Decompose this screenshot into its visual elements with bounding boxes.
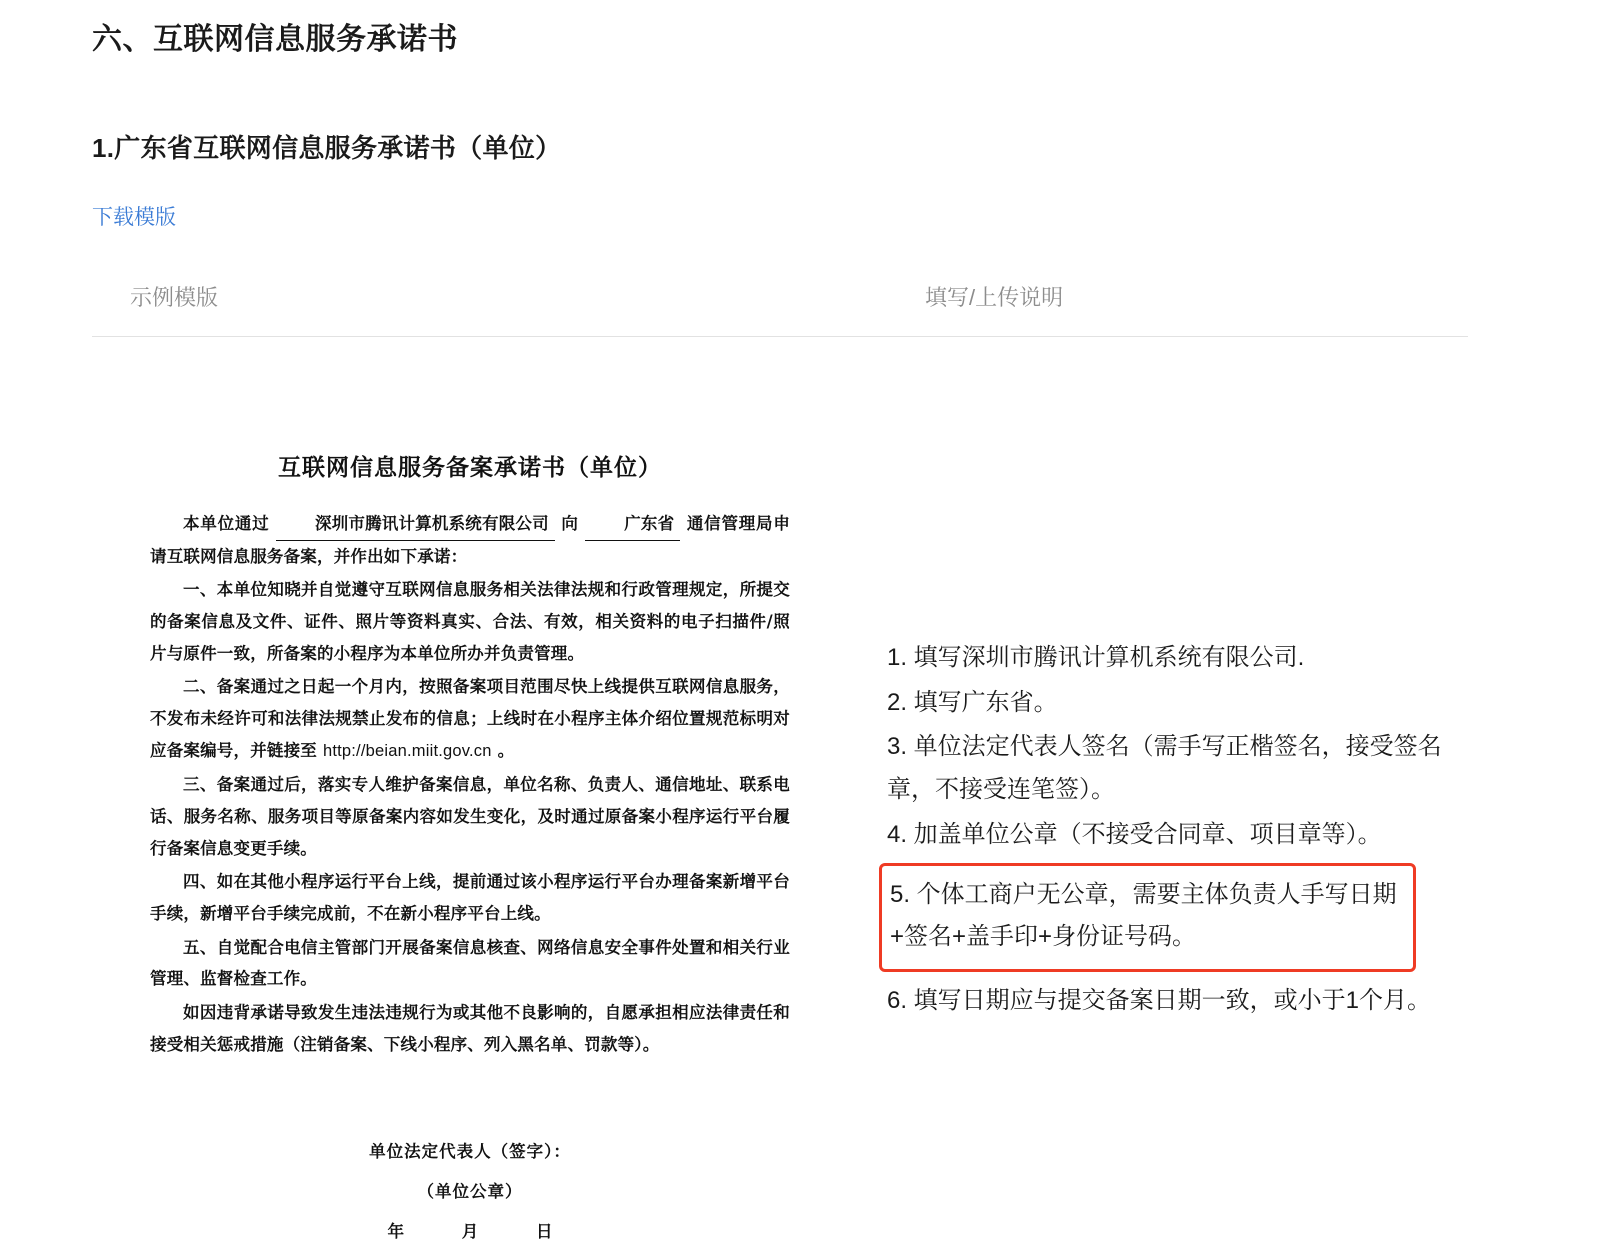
list-item: 6. 填写日期应与提交备案日期一致，或小于1个月。 — [887, 987, 1432, 1015]
instructions-list — [887, 637, 1447, 1023]
list-item: 4. 加盖单位公章（不接受合同章、项目章等）。 — [887, 820, 1382, 848]
column-header-example: 示例模版 — [130, 285, 219, 310]
intro-mid: 向 — [561, 514, 579, 533]
example-template-column — [92, 337, 887, 1251]
column-header-instructions: 填写/上传说明 — [925, 285, 1064, 310]
download-template-link[interactable]: 下载模版 — [92, 206, 176, 229]
document-signature-block — [150, 1132, 790, 1251]
list-item: 1. 填写深圳市腾讯计算机系统有限公司. — [887, 644, 1305, 671]
clause-2-url: http://beian.miit.gov.cn — [322, 741, 492, 760]
list-item: 3. 单位法定代表人签名（需手写正楷签名，接受签名章，不接受连笔签）。 — [887, 733, 1442, 804]
document-intro — [150, 508, 790, 572]
date-year-label: 年 — [387, 1221, 404, 1241]
document-date-line — [150, 1212, 790, 1251]
document-clause-2 — [150, 671, 790, 767]
intro-company-blank: 深圳市腾讯计算机系统有限公司 — [276, 508, 555, 541]
list-item: 2. 填写广东省。 — [887, 688, 1058, 716]
document-clause-3: 三、备案通过后，落实专人维护备案信息，单位名称、负责人、通信地址、联系电话、服务名称、服务项目等原备案内容如发生变化，及时通过原备案小程序运行平台履行备案信息变更手续。 — [150, 775, 790, 858]
page-title: 六、互联网信息服务承诺书 — [92, 23, 458, 56]
document-clause-1: 一、本单位知晓并自觉遵守互联网信息服务相关法律法规和行政管理规定，所提交的备案信息及文件、证件、照片等资料真实、合法、有效，相关资料的电子扫描件/照片与原件一致，所备案的小程序为本单位所办并负责管理。 — [150, 580, 790, 663]
company-seal-label: （单位公章） — [417, 1182, 523, 1202]
legal-representative-signature-label: 单位法定代表人（签字）： — [369, 1142, 571, 1162]
column-headers — [92, 281, 1468, 337]
document-clause-6: 如因违背承诺导致发生违法违规行为或其他不良影响的，自愿承担相应法律责任和接受相关惩戒措施（注销备案、下线小程序、列入黑名单、罚款等）。 — [150, 1003, 790, 1054]
intro-province-blank: 广东省 — [585, 508, 680, 541]
document-clause-5: 五、自觉配合电信主管部门开展备案信息核查、网络信息安全事件处置和相关行业管理、监督检查工作。 — [150, 937, 790, 989]
content-row — [92, 337, 1468, 1251]
clause-2-text-a: 二、备案通过之日起一个月内，按照备案项目范围尽快上线提供互联网信息服务，不发布未经许可和法律法规禁止发布的信息；上线时在小程序主体介绍位置规范标明对应备案编号，并链接至 — [150, 677, 790, 760]
commitment-document — [150, 449, 790, 1251]
date-month-label: 月 — [461, 1221, 479, 1241]
list-item-highlighted: 5. 个体工商户无公章，需要主体负责人手写日期+签名+盖手印+身份证号码。 — [879, 863, 1416, 972]
document-clause-4: 四、如在其他小程序运行平台上线，提前通过该小程序运行平台办理备案新增平台手续，新增平台手续完成前，不在新小程序平台上线。 — [150, 872, 790, 924]
date-day-label: 日 — [536, 1221, 553, 1241]
clause-2-text-b: 。 — [497, 740, 515, 760]
subsection-title: 1.广东省互联网信息服务承诺书（单位） — [92, 133, 562, 163]
intro-prefix: 本单位通过 — [183, 514, 270, 533]
intro-suffix: 通信管理局申请互联网信息服务备案，并作出如下承诺： — [150, 514, 791, 566]
instructions-column — [887, 337, 1447, 1251]
document-title: 互联网信息服务备案承诺书（单位） — [278, 455, 662, 481]
